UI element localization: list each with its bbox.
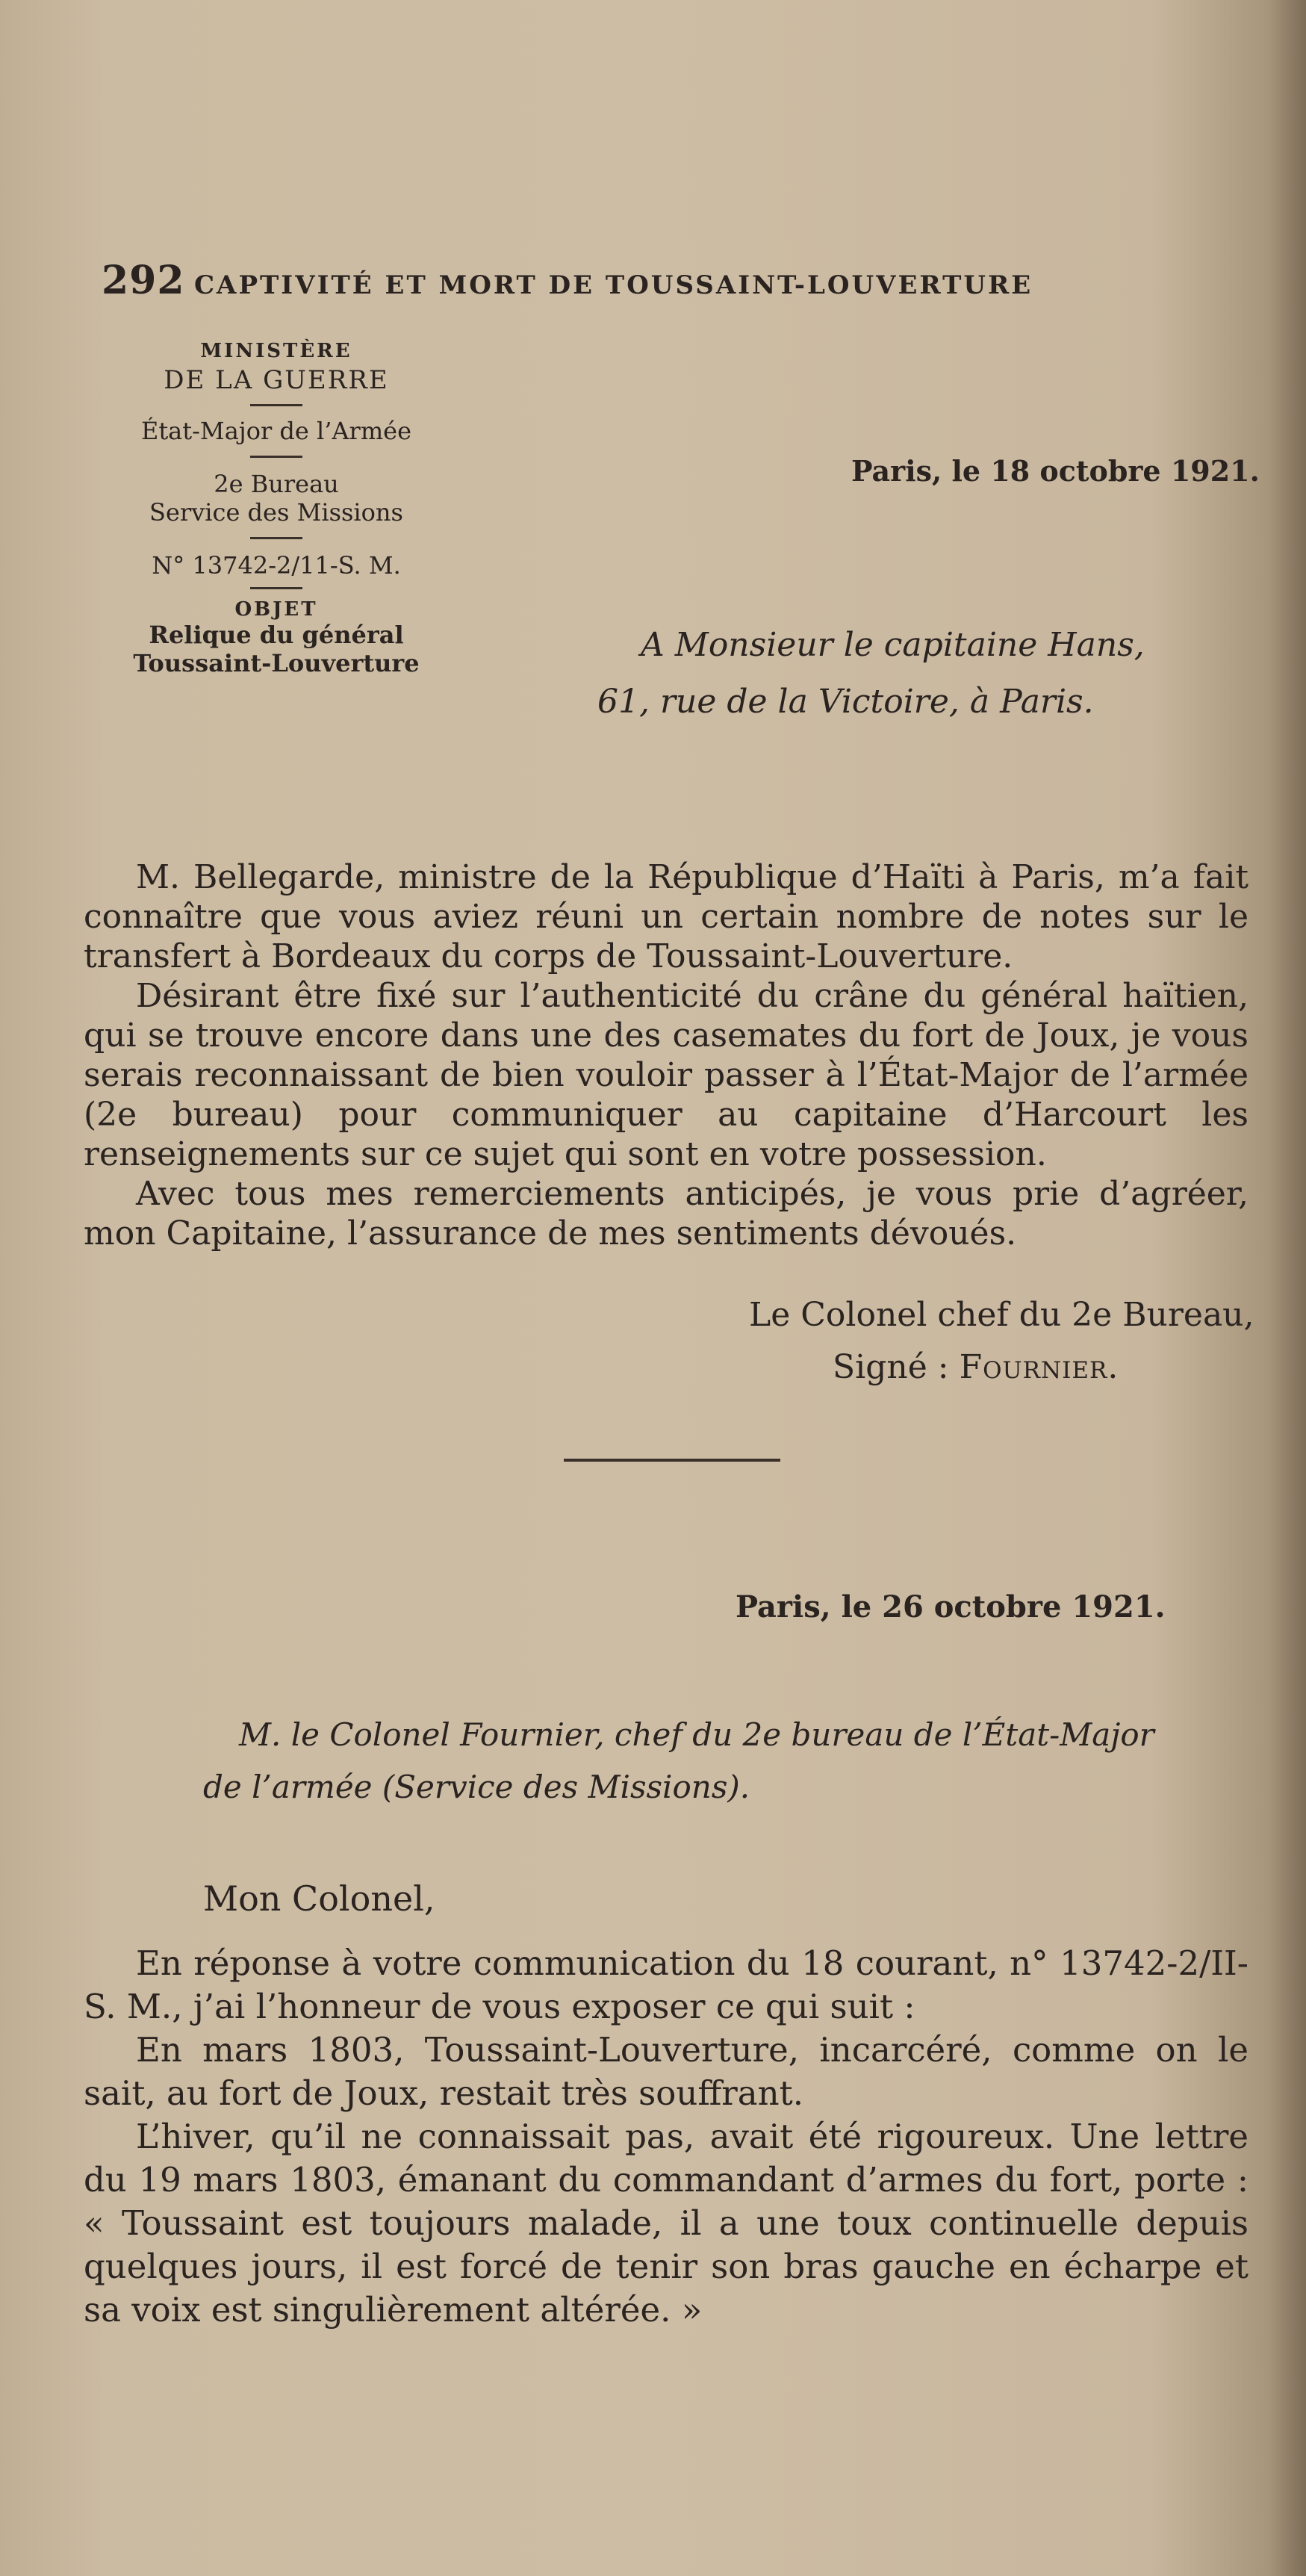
divider — [250, 404, 302, 406]
reference-number: N° 13742-2/11-S. M. — [152, 551, 401, 580]
bureau-line: 2e Bureau — [214, 470, 339, 498]
letter2-paragraph: En mars 1803, Toussaint-Louverture, incarcéré, comme on le sait, au fort de Joux, restait très souffrant. — [84, 2030, 1249, 2113]
service-line: Service des Missions — [149, 498, 403, 527]
letter2-body — [84, 1942, 1249, 2332]
divider — [250, 537, 302, 539]
letter1-date: Paris, le 18 octobre 1921. — [851, 454, 1260, 488]
running-title: CAPTIVITÉ ET MORT DE TOUSSAINT-LOUVERTURE — [194, 270, 1033, 300]
ministry-line2: DE LA GUERRE — [164, 365, 389, 395]
letter1-body — [84, 857, 1249, 1253]
letter2-salutation: Mon Colonel, — [203, 1878, 435, 1919]
page-number: 292 — [102, 258, 185, 303]
object-line1: Relique du général — [149, 621, 404, 649]
letter2-recipient-line1: M. le Colonel Fournier, chef du 2e bureau de l’État-Major — [239, 1716, 1154, 1753]
letter1-paragraph: M. Bellegarde, ministre de la République d’Haïti à Paris, m’a fait connaître que vous aviez réuni un certain nombre de notes sur le transfert à Bordeaux du corps de Toussaint-Louverture. — [84, 858, 1249, 975]
letterhead — [90, 340, 463, 677]
signature-line1: Le Colonel chef du 2e Bureau, — [749, 1296, 1254, 1334]
letter2-recipient-line2: de l’armée (Service des Missions). — [203, 1769, 750, 1805]
object-label: OBJET — [234, 598, 318, 621]
letter1-paragraph: Avec tous mes remerciements anticipés, je vous prie d’agréer, mon Capitaine, l’assurance de mes sentiments dévoués. — [84, 1175, 1249, 1253]
divider — [250, 456, 302, 458]
signature-prefix: Signé : — [833, 1348, 960, 1386]
letter1-recipient-line1: A Monsieur le capitaine Hans, — [641, 626, 1145, 664]
letter1-recipient-line2: 61, rue de la Victoire, à Paris. — [597, 683, 1094, 721]
letter2-paragraph: L’hiver, qu’il ne connaissait pas, avait été rigoureux. Une lettre du 19 mars 1803, émanant du commandant d’armes du fort, porte : « Toussaint est toujours malade, il a une toux continuelle depuis quelques jours, il est forcé de tenir son bras gauche en écharpe et sa voix est singulièrement altérée. » — [84, 2117, 1249, 2330]
object-line2: Toussaint-Louverture — [133, 649, 420, 677]
letter1-paragraph: Désirant être fixé sur l’authenticité du crâne du général haïtien, qui se trouve encore dans une des casemates du fort de Joux, je vous serais reconnaissant de bien vouloir passer à l’État-Major de l’armée (2e bureau) pour communiquer au capitaine d’Harcourt les renseignements sur ce sujet qui sont en votre possession. — [84, 977, 1249, 1173]
separator-rule — [564, 1459, 780, 1462]
staff-line: État-Major de l’Armée — [140, 417, 412, 445]
signature-line2 — [833, 1348, 1119, 1386]
letter2-date: Paris, le 26 octobre 1921. — [736, 1589, 1166, 1624]
ministry-line1: MINISTÈRE — [200, 340, 352, 362]
letter2-paragraph: En réponse à votre communication du 18 courant, n° 13742-2/II-S. M., j’ai l’honneur de vous exposer ce qui suit : — [84, 1943, 1249, 2026]
divider — [250, 587, 302, 589]
signature-name: Fournier. — [959, 1348, 1119, 1386]
